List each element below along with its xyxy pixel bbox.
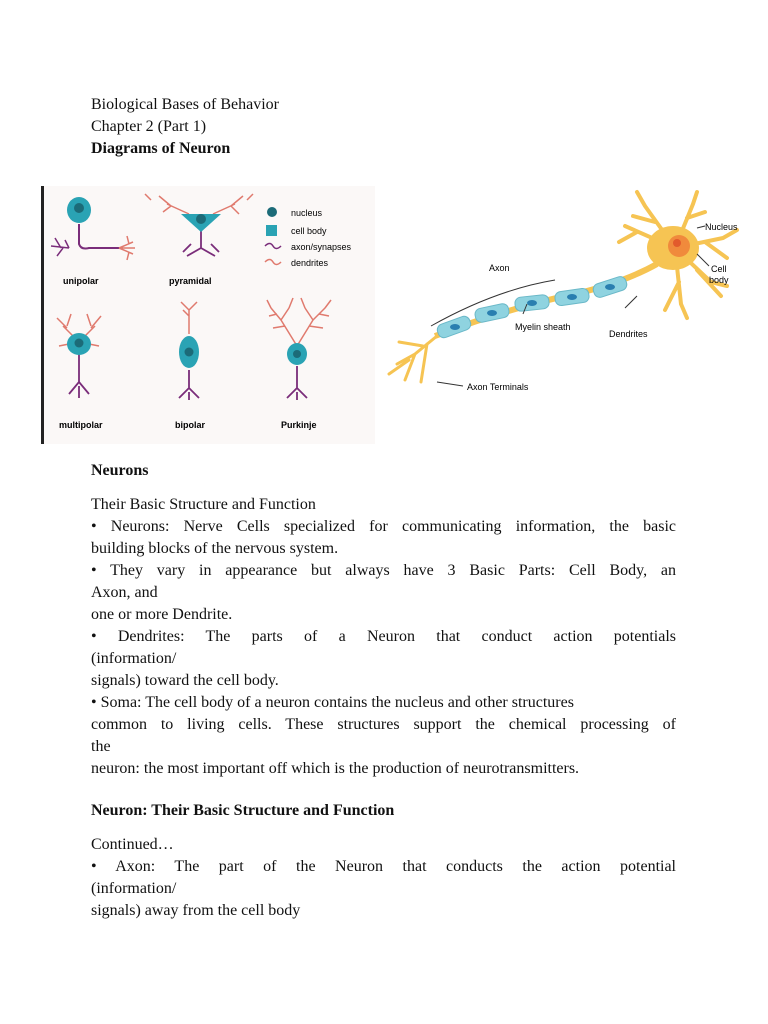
axon-terminals bbox=[389, 336, 437, 382]
label-multipolar: multipolar bbox=[59, 420, 103, 430]
label-axon: Axon bbox=[489, 263, 510, 273]
diagrams-title: Diagrams of Neuron bbox=[91, 140, 231, 157]
legend-nucleus: nucleus bbox=[291, 208, 323, 218]
text-line: one or more Dendrite. bbox=[91, 606, 233, 623]
text-line: (information/ bbox=[91, 650, 177, 667]
text-line: signals) toward the cell body. bbox=[91, 672, 279, 689]
course-title: Biological Bases of Behavior bbox=[91, 96, 279, 113]
text-line: • Axon: The part of the Neuron that conducts the action potential bbox=[91, 858, 676, 875]
legend-dendrite-swatch bbox=[265, 260, 281, 265]
chapter-title: Chapter 2 (Part 1) bbox=[91, 118, 207, 135]
unipolar-neuron bbox=[51, 197, 135, 260]
text-line: the bbox=[91, 738, 111, 755]
label-bipolar: bipolar bbox=[175, 420, 206, 430]
neuron-anatomy-figure bbox=[375, 186, 752, 404]
legend-axon: axon/synapses bbox=[291, 242, 352, 252]
label-pyramidal: pyramidal bbox=[169, 276, 212, 286]
bipolar-neuron bbox=[179, 302, 199, 400]
section2-body bbox=[91, 856, 676, 922]
legend-dendrites: dendrites bbox=[291, 258, 329, 268]
text-line: (information/ bbox=[91, 880, 177, 897]
text-line: • Dendrites: The parts of a Neuron that conduct action potentials bbox=[91, 628, 676, 645]
purkinje-neuron bbox=[267, 298, 331, 400]
legend-cell-body: cell body bbox=[291, 226, 327, 236]
section-heading-neurons: Neurons bbox=[91, 462, 149, 479]
text-line: neuron: the most important off which is the production of neurotransmitters. bbox=[91, 760, 580, 777]
text-line: • Neurons: Nerve Cells specialized for communicating information, the basic bbox=[91, 518, 676, 535]
label-unipolar: unipolar bbox=[63, 276, 99, 286]
legend bbox=[265, 207, 352, 268]
text-line: • They vary in appearance but always have 3 Basic Parts: Cell Body, an bbox=[91, 562, 676, 579]
legend-nucleus-swatch bbox=[267, 207, 277, 217]
section-heading-continued: Neuron: Their Basic Structure and Function bbox=[91, 802, 395, 819]
text-line: signals) away from the cell body bbox=[91, 902, 301, 919]
pyramidal-neuron bbox=[145, 194, 253, 256]
text-line: common to living cells. These structures support the chemical processing of bbox=[91, 716, 676, 733]
legend-body-swatch bbox=[266, 225, 277, 236]
label-dendrites: Dendrites bbox=[609, 329, 648, 339]
neuron-types-figure bbox=[41, 186, 375, 444]
multipolar-neuron bbox=[57, 314, 101, 398]
label-body: body bbox=[709, 275, 729, 285]
figure-edge bbox=[41, 186, 44, 444]
text-line: • Soma: The cell body of a neuron contains the nucleus and other structures bbox=[91, 694, 574, 711]
label-cell: Cell bbox=[711, 264, 727, 274]
text-line: building blocks of the nervous system. bbox=[91, 540, 339, 557]
continued-label: Continued… bbox=[91, 836, 174, 853]
section-subheading: Their Basic Structure and Function bbox=[91, 496, 316, 513]
label-purkinje: Purkinje bbox=[281, 420, 317, 430]
label-axon-terminals: Axon Terminals bbox=[467, 382, 529, 392]
legend-axon-swatch bbox=[265, 244, 281, 249]
label-nucleus: Nucleus bbox=[705, 222, 738, 232]
label-myelin: Myelin sheath bbox=[515, 322, 571, 332]
text-line: Axon, and bbox=[91, 584, 158, 601]
section1-body bbox=[91, 516, 676, 780]
